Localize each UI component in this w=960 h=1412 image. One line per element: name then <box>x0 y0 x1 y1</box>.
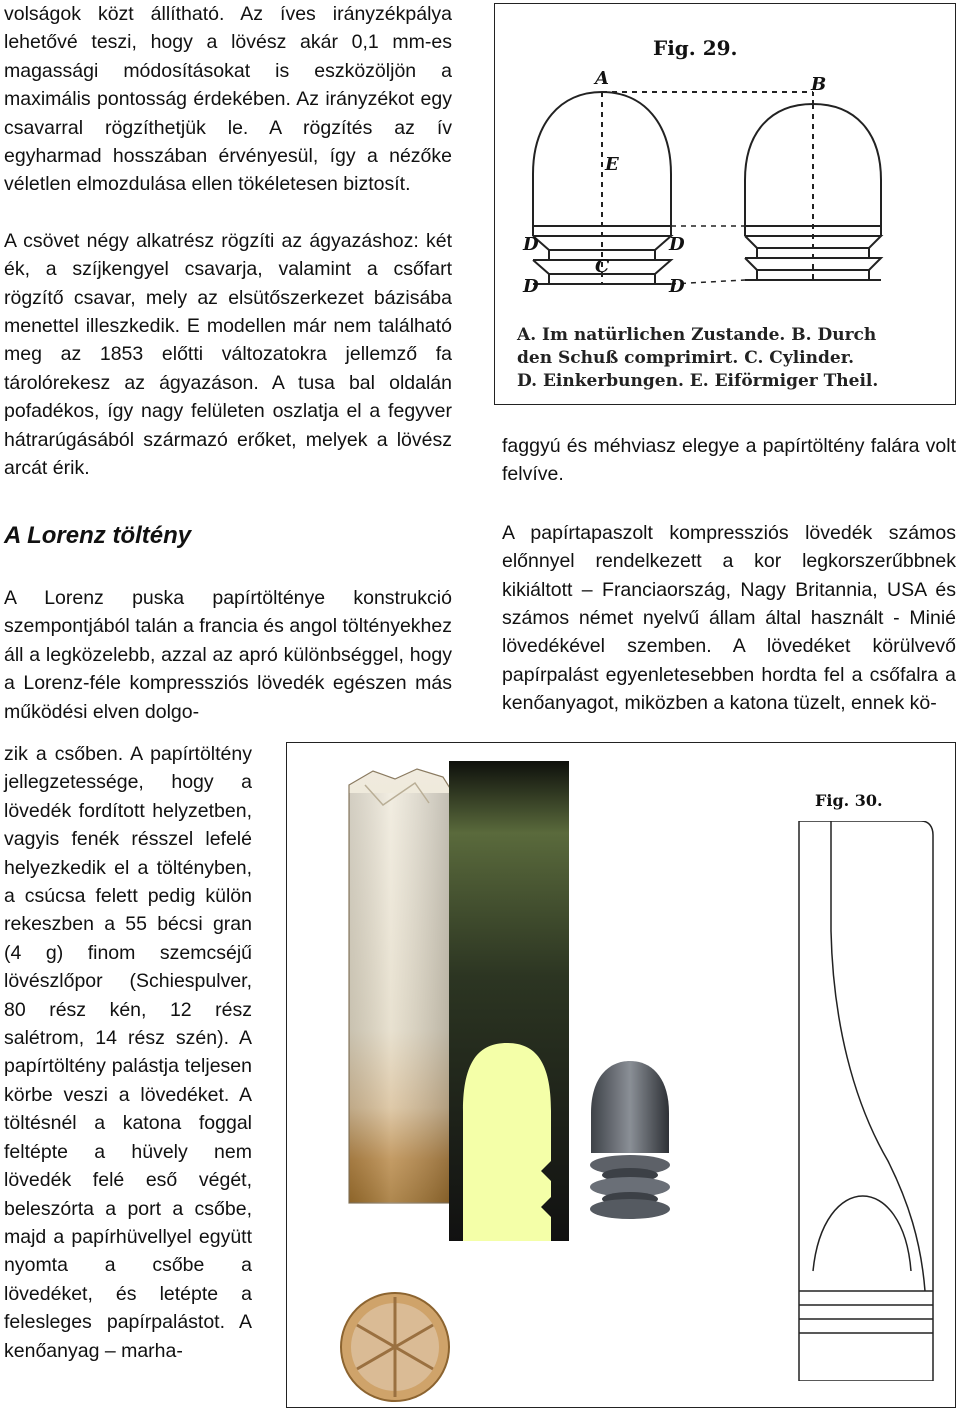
figure-30-title: Fig. 30. <box>815 791 883 810</box>
label-e: E <box>605 154 619 175</box>
intro-text <box>4 0 452 483</box>
bullet-b-drawing <box>745 104 881 280</box>
bullet-diagram <box>495 4 955 314</box>
cartridge-base-photo <box>335 1287 455 1407</box>
figure-29 <box>494 3 956 405</box>
caption-line-3: D. Einkerbungen. E. Eiförmiger Theil. <box>517 371 879 391</box>
caption-line-2: den Schuß comprimirt. C. Cylinder. <box>517 348 855 368</box>
label-d-1: D <box>523 234 539 255</box>
figure-30-drawing <box>793 821 943 1381</box>
label-c: C <box>595 256 610 277</box>
cartridge-cross-section <box>449 761 569 1241</box>
right-column-text <box>502 432 956 718</box>
caption-line-1: A. Im natürlichen Zustande. B. Durch <box>517 325 877 345</box>
section-heading: A Lorenz töltény <box>4 522 192 549</box>
label-d-4: D <box>669 276 685 297</box>
section-paragraph: A Lorenz puska papírtölténye konstrukció szempontjából talán a francia és angol töltényekhez áll a legközelebb, azzal az apró különbséggel, hogy a Lorenz-féle kompressziós lövedék egészen más működési elven dolgo- <box>4 587 452 723</box>
right-paragraph-1: faggyú és méhviasz elegye a papírtöltény falára volt felvíve. <box>502 435 956 486</box>
figure-29-title: Fig. 29. <box>653 36 738 60</box>
label-a: A <box>595 68 609 89</box>
cartridge-photo-panel <box>286 742 956 1408</box>
intro-paragraph-1: volságok közt állítható. Az íves irányzékpálya lehetővé teszi, hogy a lövész akár 0,1 mm-es magassági módosításokat is eszközöljön a maximális pontosság érdekében. Az irányzékot egy csavarral rögzíthetjük le. A rögzítés az ív egyharmad hosszában érvényesül, így a nézőke véletlen elmozdulása ellen tökéletesen biztosít. <box>4 3 452 196</box>
intro-paragraph-2: A csövet négy alkatrész rögzíti az ágyazáshoz: két ék, a szíjkengyel csavarja, valamint a csőfart rögzítő csavar, mely az elsütőszerkezet bázisába menettel illeszkedik. E modellen már nem található meg az 1853 előtti változatokra jellemző fa tárolórekesz az ágyazáson. A tusa bal oldalán pofadékos, így nagy felületen oszlatja el a fegyver hátrarúgásából származó erőket, melyek a lövész arcát érik. <box>4 229 452 480</box>
figure-29-caption <box>517 324 957 393</box>
label-b: B <box>811 74 827 95</box>
right-paragraph-2: A papírtapaszolt kompressziós lövedék számos előnnyel rendelkezett a kor legkorszerűbbnek kikiáltott – Franciaország, Nagy Britannia, USA és számos német nyelvű állam által használt - Minié lövedékével szemben. A lövedéket körülvevő papírpalást egyenletesebben hordta fel a csőfalra a kenőanyagot, miközben a katona tüzelt, ennek kö- <box>502 521 956 715</box>
lead-bullet-photo <box>575 1043 685 1223</box>
label-d-3: D <box>523 276 539 297</box>
narrow-column-text: zik a csőben. A papírtöltény jellegzetessége, hogy a lövedék fordított helyzetben, vagyis fenék résszel lefelé helyezkedik el a töltényben, a csúcsa felett pedig külön rekeszben a 55 bécsi gran (4 g) finom szemcséjű lövészlőpor (Schiespulver, 80 rész kén, 12 rész salétrom, 14 rész szén). A papírtöltény palástja teljesen körbe veszi a lövedéket. A töltésnél a katona foggal feltépte a hüvely nem lövedék felé eső végét, beleszórta a port a csőbe, majd a papírhüvellyel együtt nyomta a csőbe a lövedéket, és letépte a felesleges papírpalástot. A kenőanyag – marha- <box>4 743 252 1362</box>
label-d-2: D <box>669 234 685 255</box>
